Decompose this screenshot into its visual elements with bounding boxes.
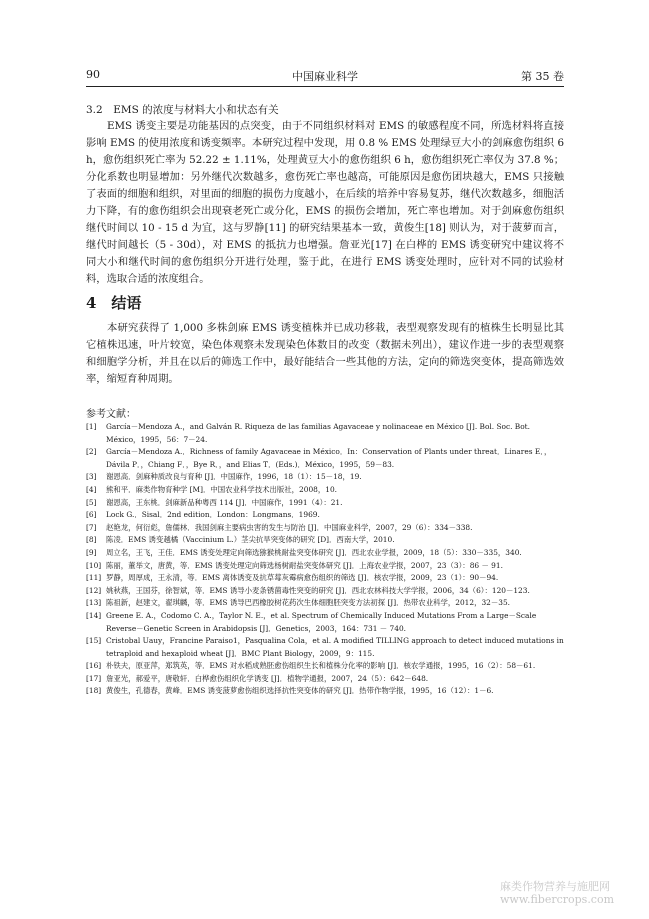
header-rule — [86, 86, 564, 87]
reference-text: 姚秋燕，王国芬，徐智斌，等．EMS 诱导小麦条锈菌毒性突变的研究 [J]．西北农林科技大学学报，2006，34（6）：120－123. — [106, 585, 530, 595]
reference-item — [86, 610, 566, 635]
reference-number: [8] — [86, 535, 97, 545]
reference-text: García－Mendoza A.．Richness of family Agavaceae in México．In：Conservation of Plants under threat．Linares E．，Dávila P．，Chiang F．，Bye R．，and Elias T．(Eds.)．México，1995，59－83. — [106, 447, 552, 469]
watermark-title: 麻类作物营养与施肥网 — [500, 880, 610, 893]
journal-title: 中国麻业科学 — [292, 70, 358, 83]
reference-text: 周立名，王飞，王佳．EMS 诱变处理定向筛选猕猴桃耐盐突变体研究 [J]．西北农业学报，2009，18（5）：330－335，340. — [106, 547, 522, 557]
reference-number: [13] — [86, 598, 102, 608]
reference-number: [1] — [86, 422, 97, 431]
reference-item — [86, 685, 566, 698]
reference-text: 黄俊生，孔德春，黄峰．EMS 诱变菠萝愈伤组织选择抗性突变体的研究 [J]．热带作物学报，1995，16（12）：1－6. — [106, 686, 494, 696]
reference-number: [9] — [86, 547, 97, 557]
reference-item — [86, 560, 566, 573]
reference-number: [10] — [86, 560, 102, 570]
reference-item — [86, 509, 566, 522]
reference-item — [86, 522, 566, 535]
reference-number: [14] — [86, 610, 102, 620]
reference-item — [86, 534, 566, 547]
reference-text: 熊和平．麻类作物育种学 [M]．中国农业科学技术出版社，2008，10. — [106, 484, 338, 494]
running-header — [86, 68, 564, 84]
reference-text: García－Mendoza A.，and Galván R. Riqueza de las familias Agavaceae y nolinaceae en México [J]. Bol. Soc. Bot. México，1995，56：7－24. — [106, 422, 531, 444]
reference-item — [86, 597, 566, 610]
reference-item — [86, 471, 566, 484]
reference-text: Cristobal Uauy，Francine Paraiso1，Pasqualina Cola，et al. A modified TILLING approach to detect induced mutations in tetraploid and hexaploid wheat [J]．BMC Plant Biology，2009，9：115. — [106, 636, 564, 658]
watermark-url: www.fibercrops.com — [500, 893, 615, 906]
reference-text: Greene E. A.，Codomo C. A.，Taylor N. E.，et al. Spectrum of Chemically Induced Mutations From a Large－Scale Reverse－Genetic Screen in Arabidopsis [J]．Genetics，2003，164：731 － 740. — [106, 610, 537, 633]
references-list — [86, 421, 566, 698]
reference-text: 赵艳龙，何衍彪，詹儒林．我国剑麻主要病虫害的发生与防治 [J]．中国麻业科学，2007，29（6）：334－338. — [106, 522, 473, 532]
reference-number: [7] — [86, 522, 97, 532]
reference-number: [3] — [86, 472, 97, 482]
section-heading-conclusion: 4 结语 — [86, 294, 142, 312]
reference-item — [86, 547, 566, 560]
reference-text: 朴铁夫，原亚萍，郑筑英，等．EMS 对水稻成熟胚愈伤组织生长和植株分化率的影响 [J]．核农学通报，1995，16（2）：58－61. — [106, 661, 536, 671]
references-heading: 参考文献： — [86, 409, 136, 420]
reference-item — [86, 673, 566, 686]
reference-number: [11] — [86, 573, 102, 583]
reference-number: [5] — [86, 497, 97, 507]
reference-item — [86, 660, 566, 673]
page-number: 90 — [86, 68, 100, 81]
reference-number: [2] — [86, 447, 97, 457]
reference-number: [15] — [86, 636, 102, 646]
reference-number: [16] — [86, 661, 102, 671]
body-paragraph-ems: EMS 诱变主要是功能基因的点突变，由于不同组织材料对 EMS 的敏感程度不同，所选材料将直接影响 EMS 的使用浓度和诱变频率。本研究过程中发现，用 0.8 % EMS 处理绿豆大小的剑麻愈伤组织 6 h，愈伤组织死亡率为 52.22 ± 1.11%，处理黄豆大小的愈伤组织 6 h，愈伤组织死亡率仅为 37.8 %；分化系数也明显增加：另外继代次数越多，愈伤死亡率也越高，可能原因是愈伤团块越大，EMS 只接触了表面的细胞和组织，对里面的细胞的损伤力度越小，在后续的培养中容易复苏，继代次数越多，细胞活力下降，有的愈伤组织会出现衰老死亡或分化，EMS 的损伤会增加，死亡率也增加。对于剑麻愈伤组织继代时间以 10 - 15 d 为宜，这与罗静[11] 的研究结果基本一致，黄俊生[18] 则认为，对于菠萝而言，继代时间越长（5 - 30d），对 EMS 的抵抗力也增强。詹亚光[17] 在白桦的 EMS 诱变研究中建议将不同大小和继代时间的愈伤组织分开进行处理，鉴于此，在进行 EMS 诱变处理时，应针对不同的试验材料，选取合适的浓度组合。 — [86, 120, 564, 285]
reference-item — [86, 421, 566, 446]
reference-text: 詹亚光，郝爱平，唐敬轩．白桦愈伤组织化学诱变 [J]．植物学通报，2007，24（5）：642－648. — [106, 673, 429, 683]
reference-text: 罗静，周厚成，王永清，等．EMS 离体诱变及抗草莓灰霉病愈伤组织的筛选 [J]．核农学报，2009，23（1）：90－94. — [106, 573, 499, 583]
reference-item — [86, 446, 566, 471]
reference-item — [86, 585, 566, 598]
reference-text: Lock G.．Sisal．2nd edition．London：Longmans．1969. — [106, 510, 320, 520]
subsection-heading: 3.2 EMS 的浓度与材料大小和状态有关 — [86, 104, 279, 116]
reference-item — [86, 484, 566, 497]
reference-text: 陈祖新，赵建文，翟琪麟，等．EMS 诱导巴西橡胶树花药次生体细胞胚突变方法初探 [J]．热带农业科学，2012，32－35. — [106, 598, 511, 608]
reference-number: [18] — [86, 686, 102, 696]
reference-text: 谢恩高，王东桃．剑麻新品种粤西 114 [J]．中国麻作，1991（4）：21. — [106, 497, 343, 507]
reference-number: [6] — [86, 510, 97, 520]
reference-text: 陈凌．EMS 诱变越橘（Vaccinium L.）茎尖抗旱突变体的研究 [D]．西南大学，2010. — [106, 535, 395, 545]
reference-number: [17] — [86, 673, 102, 683]
reference-text: 谢恩高．剑麻种质改良与育种 [J]．中国麻作，1996，18（1）：15－18，19. — [106, 472, 362, 482]
site-watermark — [500, 880, 614, 906]
reference-text: 陈丽，董举文，唐黄，等．EMS 诱变处理定向筛选杨树耐盐突变体研究 [J]．上海农业学报，2007，23（3）：86 － 91. — [106, 560, 503, 570]
reference-number: [4] — [86, 484, 97, 494]
volume-label: 第 35 卷 — [521, 70, 564, 83]
body-paragraph-conclusion: 本研究获得了 1,000 多株剑麻 EMS 诱变植株并已成功移栽，表型观察发现有的植株生长明显比其它植株迅速，叶片较宽，染色体观察未发现染色体数目的改变（数据未列出），建议作进一步的表型观察和细胞学分析，并且在以后的筛选工作中，最好能结合一些其他的方法，定向的筛选突变体，提高筛选效率，缩短育种周期。 — [86, 322, 564, 385]
reference-item — [86, 572, 566, 585]
reference-number: [12] — [86, 585, 102, 595]
reference-item — [86, 635, 566, 660]
reference-item — [86, 497, 566, 510]
